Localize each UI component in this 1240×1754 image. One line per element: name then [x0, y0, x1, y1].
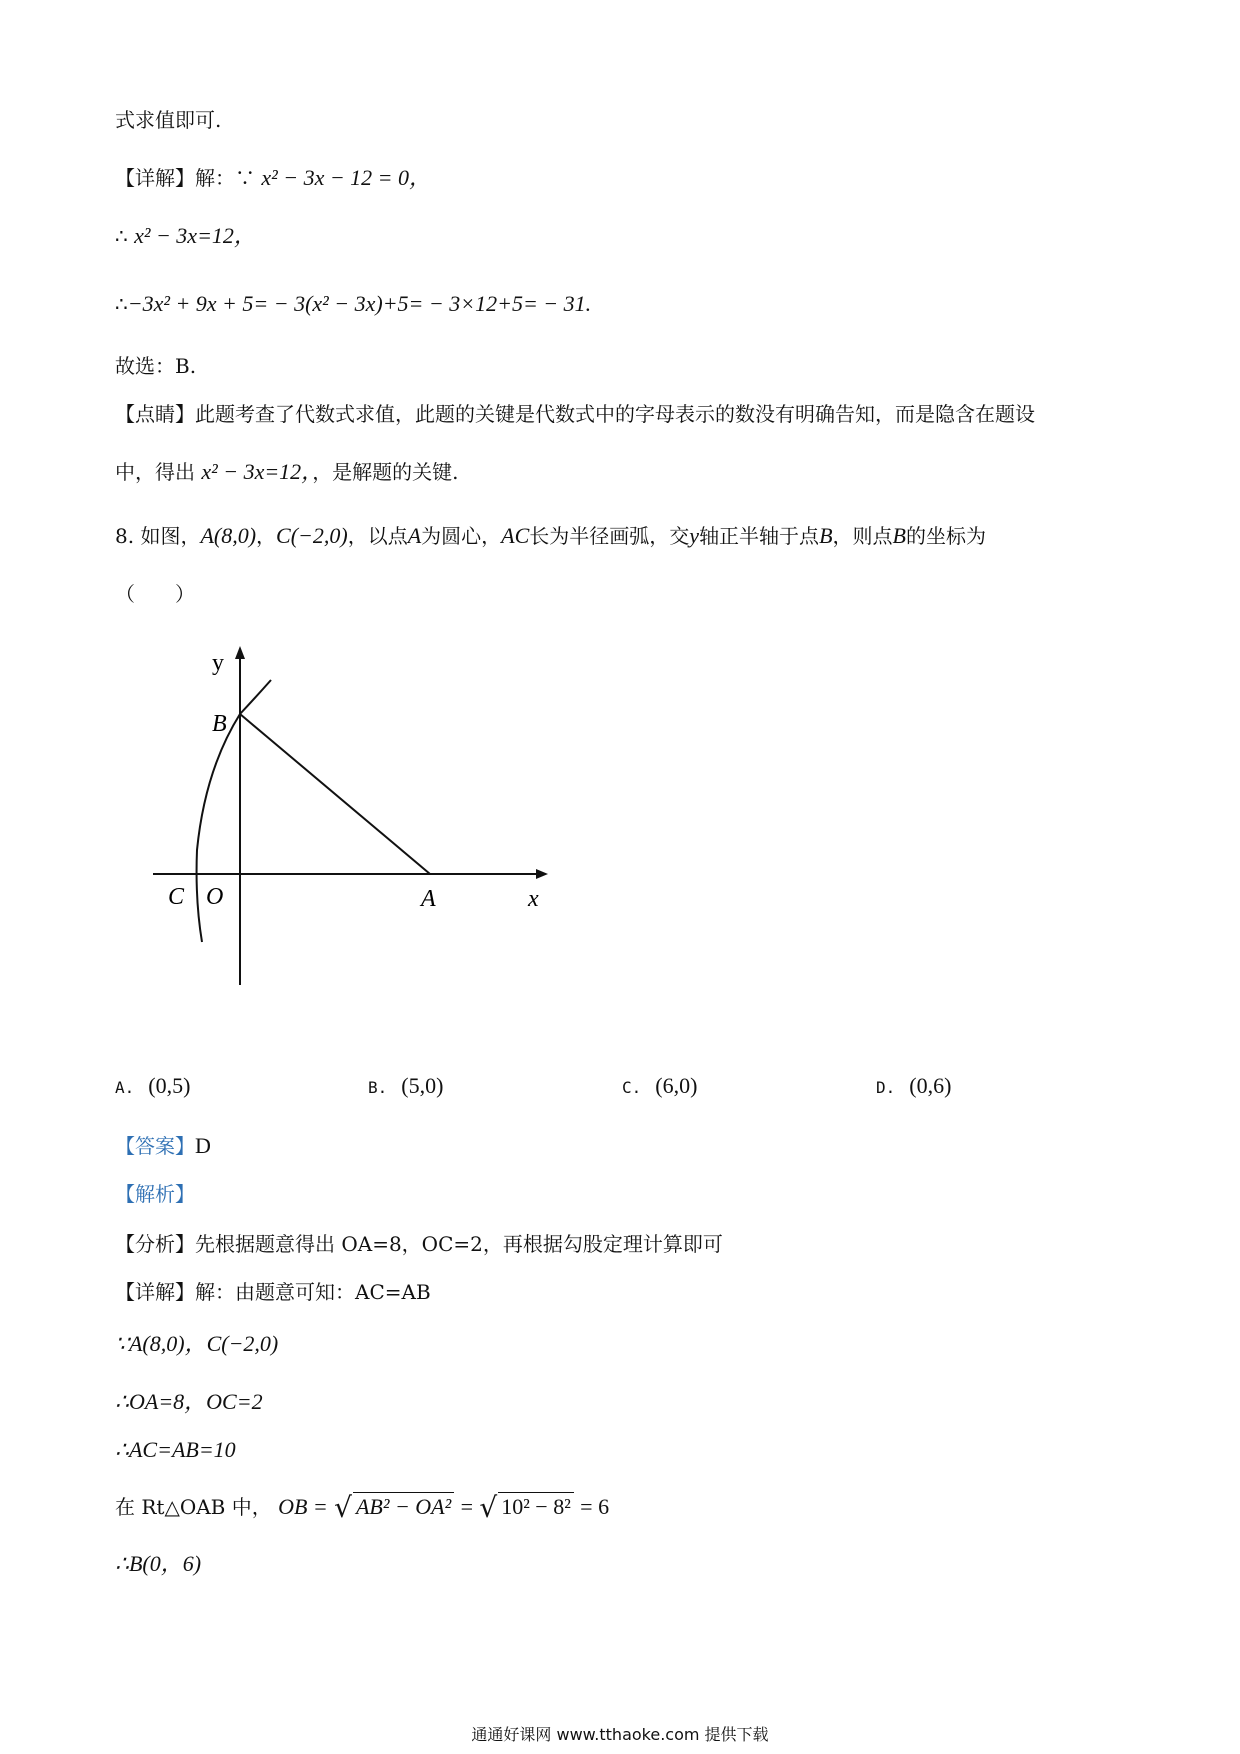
comment-tag: 【点睛】	[115, 402, 195, 426]
x-axis-arrow	[536, 869, 548, 879]
c-label: C	[168, 884, 185, 910]
x-label: x	[528, 886, 539, 912]
step2-equation: −3x² + 9x + 5= − 3(x² − 3x)+5= − 3×12+5= − 31.	[127, 291, 592, 316]
o-label: O	[206, 884, 224, 910]
prev-step2-line: ∴−3x² + 9x + 5= − 3(x² − 3x)+5= − 3×12+5= − 31.	[115, 291, 592, 316]
radical-1: AB² − OA²	[353, 1492, 454, 1521]
y-label: y	[212, 650, 224, 676]
y-axis-arrow	[235, 646, 245, 659]
option-b[interactable]: B. (5,0)	[368, 1073, 444, 1098]
prev-answer-line: 故选：B.	[115, 354, 197, 378]
step1-equation: x² − 3x=12，	[134, 223, 256, 248]
prev-detail-line: 【详解】解：∵ x² − 3x − 12 = 0，	[115, 165, 432, 190]
answer-blank: （ ）	[115, 582, 195, 606]
answer-line	[115, 1132, 211, 1160]
prev-comment-line: 【点睛】此题考查了代数式求值，此题的关键是代数式中的字母表示的数没有明确告知，而是隐含在题设	[115, 402, 1035, 426]
page-footer: 通通好课网 www.tthaoke.com 提供下载	[471, 1725, 769, 1744]
detail-tag: 【详解】	[115, 1280, 195, 1304]
step-line-5: ∴B(0，6)	[115, 1551, 202, 1576]
answer-value: D	[195, 1133, 211, 1158]
prev-comment-line2: 中，得出 x² − 3x=12，，是解题的关键.	[115, 459, 459, 484]
point-c: C(−2,0)	[276, 523, 348, 548]
answer-tag: 【答案】	[115, 1134, 195, 1158]
radical-2: 10² − 8²	[498, 1492, 574, 1521]
question-number: 8.	[115, 524, 135, 548]
question-line: 8. 如图，A(8,0)，C(−2,0)，以点A为圆心，AC长为半径画弧，交y轴正半轴于点B，则点B的坐标为	[115, 523, 986, 548]
option-d[interactable]: D. (0,6)	[876, 1073, 952, 1098]
step-line-2: ∴OA=8，OC=2	[115, 1389, 263, 1414]
detail-tag: 【详解】	[115, 166, 195, 190]
option-c[interactable]: C. (6,0)	[622, 1073, 698, 1098]
comment-equation: x² − 3x=12，	[201, 459, 313, 484]
step-line-3: ∴AC=AB=10	[115, 1437, 236, 1462]
given-equation: x² − 3x − 12 = 0，	[261, 165, 432, 190]
analysis-header	[115, 1180, 195, 1208]
point-a: A(8,0)	[200, 523, 257, 548]
step-line-1: ∵A(8,0)，C(−2,0)	[115, 1331, 279, 1356]
coordinate-figure	[140, 640, 560, 1000]
step-line-4: 在 Rt△OAB 中， OB = √ AB² − OA² = √ 10² − 8² = 6	[115, 1491, 610, 1524]
analysis-label: 【分析】	[115, 1232, 195, 1256]
detail-line: 【详解】解：由题意可知：AC=AB	[115, 1280, 431, 1304]
analysis-tag: 【解析】	[115, 1182, 195, 1206]
prev-solution-line: 式求值即可.	[115, 108, 222, 132]
prev-step1-line: ∴ x² − 3x=12，	[115, 223, 256, 248]
a-label: A	[421, 886, 436, 912]
option-a[interactable]: A. (0,5)	[115, 1073, 191, 1098]
analysis-line: 【分析】先根据题意得出 OA=8，OC=2，再根据勾股定理计算即可	[115, 1232, 723, 1256]
b-label: B	[212, 711, 227, 737]
segment-ab	[240, 714, 430, 874]
